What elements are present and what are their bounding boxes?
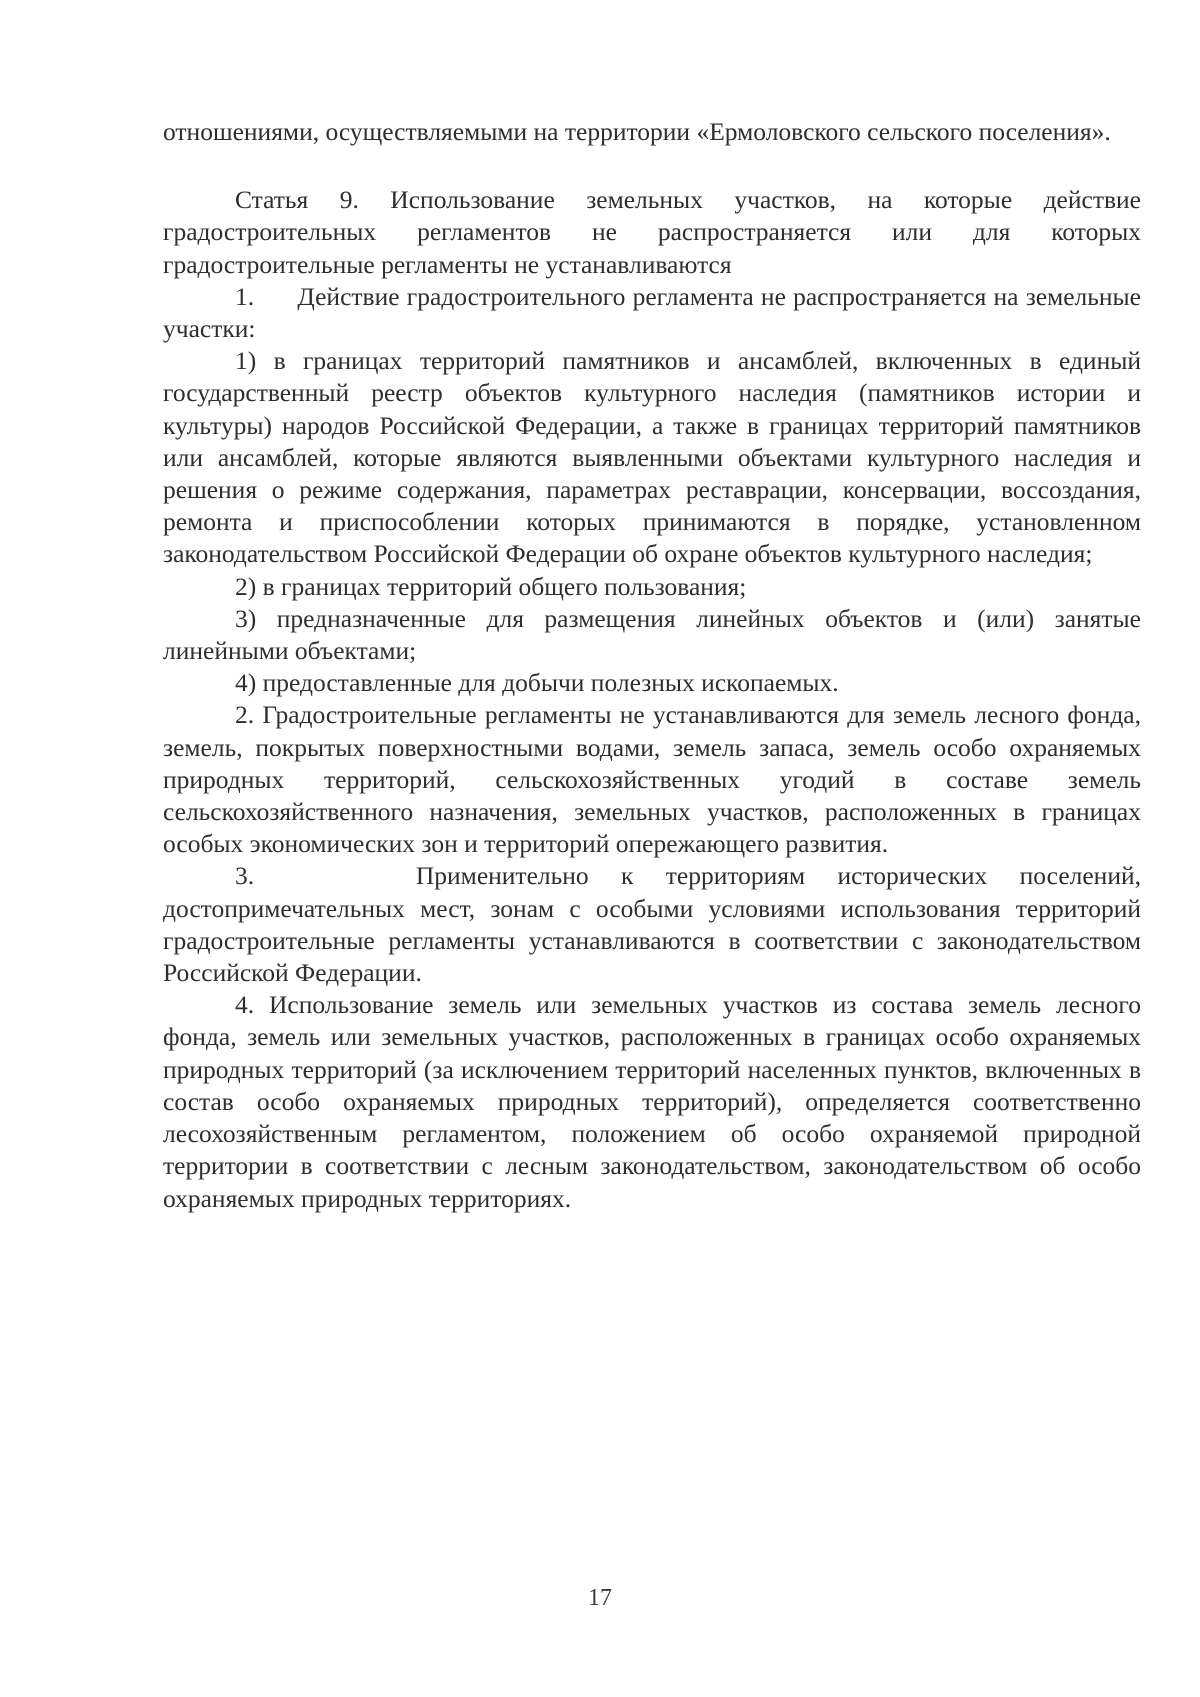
item-1-3: 3) предназначенные для размещения линейных объектов и (или) занятые линейными объектами; bbox=[163, 603, 1141, 666]
item-4: 4. Использование земель или земельных участков из состава земель лесного фонда, земель или земельных участков, расположенных в границах особо охраняемых природных территорий (за исключением территорий населенных пунктов, включенных в состав особо охраняемых природных территорий), определяется соответственно лесохозяйственным регламентом, положением об особо охраняемой природной территории в соответствии с лесным законодательством, законодательством об особо охраняемых природных территориях. bbox=[163, 990, 1141, 1213]
continuation-paragraph: отношениями, осуществляемыми на территории «Ермоловского сельского поселения». bbox=[163, 117, 1111, 146]
item-1-1: 1) в границах территорий памятников и ансамблей, включенных в единый государственный реестр объектов культурного наследия (памятников истории и культуры) народов Российской Федерации, а также в границах территорий памятников или ансамблей, которые являются выявленными объектами культурного наследия и решения о режиме содержания, параметрах реставрации, консервации, воссоздания, ремонта и приспособлении которых принимаются в порядке, установленном законодательством Российской Федерации об охране объектов культурного наследия; bbox=[163, 346, 1141, 569]
item-2: 2. Градостроительные регламенты не устанавливаются для земель лесного фонда, земель, покрытых поверхностными водами, земель запаса, земель особо охраняемых природных территорий, сельскохозяйственных угодий в составе земель сельскохозяйственного назначения, земельных участков, расположенных в границах особых экономических зон и территорий опережающего развития. bbox=[163, 700, 1141, 859]
page-number: 17 bbox=[588, 1585, 612, 1611]
item-1-2: 2) в границах территорий общего пользования; bbox=[235, 571, 747, 601]
item-3: 3. Применительно к территориям исторических поселений, достопримечательных мест, зонам с особыми условиями использования территорий градостроительные регламенты устанавливаются в соответствии с законодательством Российской Федерации. bbox=[163, 861, 1148, 988]
item-1-4: 4) предоставленные для добычи полезных ископаемых. bbox=[235, 668, 839, 698]
document-body bbox=[163, 116, 1148, 1215]
article-title: Статья 9. Использование земельных участков, на которые действие градостроительных регламентов не распространяется или для которых градостроительные регламенты не устанавливаются bbox=[163, 185, 1141, 279]
item-1-intro: 1. Действие градостроительного регламента не распространяется на земельные участки: bbox=[163, 281, 1148, 344]
